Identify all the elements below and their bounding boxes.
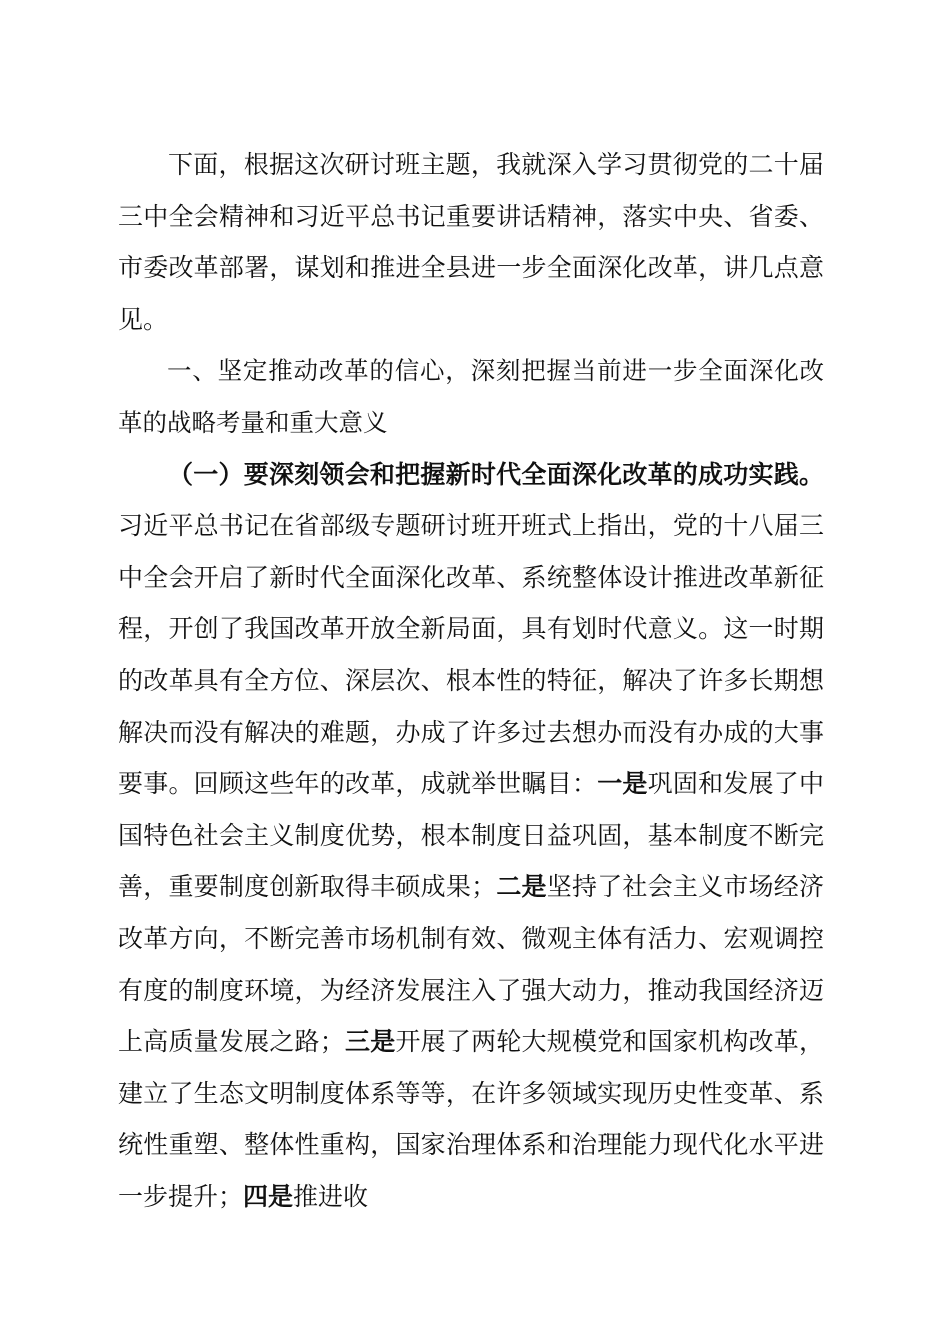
point-1-text: 巩固和发展了中国特色社会主义制度优势，根本制度日益巩固，基本制度不断完善，重要制度创新取得丰硕成果；	[118, 769, 824, 902]
point-3-label: 三是	[344, 1027, 396, 1057]
point-2-label: 二是	[496, 872, 547, 902]
intro-paragraph: 下面，根据这次研讨班主题，我就深入学习贯彻党的二十届三中全会精神和习近平总书记重要讲话精神，落实中央、省委、市委改革部署，谋划和推进全县进一步全面深化改革，讲几点意见。	[118, 150, 824, 334]
point-4-label: 四是	[243, 1181, 294, 1211]
subsection-text: 习近平总书记在省部级专题研讨班开班式上指出，党的十八届三中全会开启了新时代全面深化改革、系统整体设计推进改革新征程，开创了我国改革开放全新局面，具有划时代意义。这一时期的改革具有全方位、深层次、根本性的特征，解决了许多长期想解决而没有解决的难题，办成了许多过去想办而没有办成的大事要事。回顾这些年的改革，成就举世瞩目：	[118, 511, 824, 799]
document-body	[118, 139, 824, 1222]
section-heading: 一、坚定推动改革的信心，深刻把握当前进一步全面深化改革的战略考量和重大意义	[118, 356, 824, 437]
point-1-label: 一是	[597, 769, 648, 799]
point-4-text: 推进收	[293, 1181, 369, 1211]
point-3-text: 开展了两轮大规模党和国家机构改革，建立了生态文明制度体系等等，在许多领域实现历史性变革、系统性重塑、整体性重构，国家治理体系和治理能力现代化水平进一步提升；	[118, 1027, 824, 1211]
subsection-heading: （一）要深刻领会和把握新时代全面深化改革的成功实践。	[168, 459, 824, 489]
point-2-text: 坚持了社会主义市场经济改革方向，不断完善市场机制有效、微观主体有活力、宏观调控有度的制度环境，为经济发展注入了强大动力，推动我国经济迈上高质量发展之路；	[118, 872, 824, 1057]
subsection-paragraph	[118, 449, 824, 1223]
